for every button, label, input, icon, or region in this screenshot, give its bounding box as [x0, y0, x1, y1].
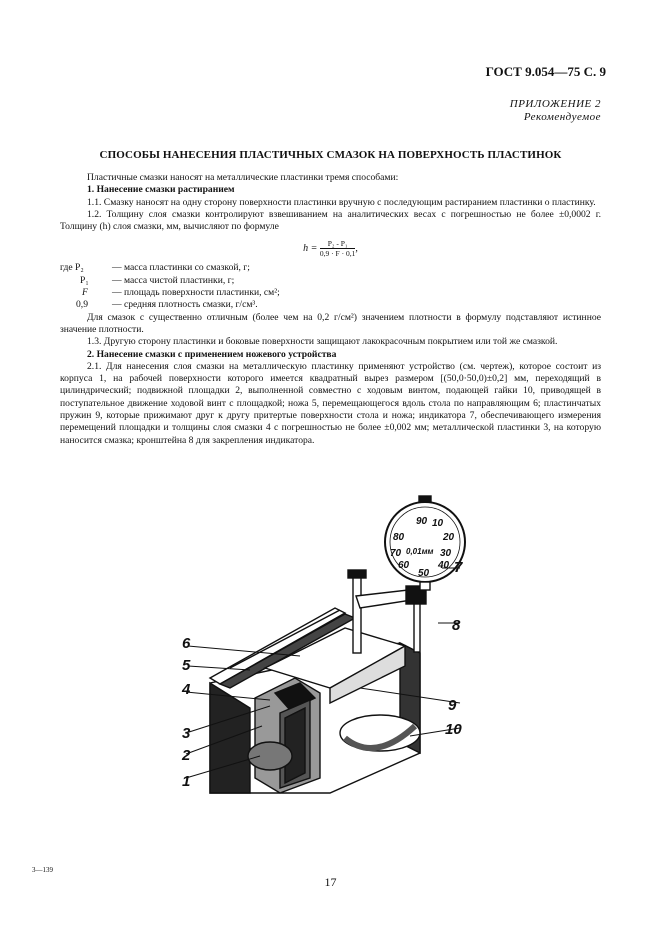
intro-paragraph: Пластичные смазки наносят на металлические пластинки тремя способами:: [87, 172, 399, 183]
print-code: 3—139: [32, 866, 53, 874]
formula-fraction: [320, 239, 355, 258]
definition-text: — масса чистой пластинки, г;: [112, 274, 235, 286]
formula-numerator: P₂ - P₁: [320, 239, 355, 249]
section2-heading: 2. Нанесение смазки с применением ножевого устройства: [87, 348, 337, 360]
dial-number: 90: [416, 516, 428, 527]
dial-number: 70: [390, 548, 402, 559]
section2-p1: 2.1. Для нанесения слоя смазки на металлическую пластинку применяют устройство (см. чертеж), которое состоит из корпуса 1, на рабочей поверхности которого имеется квадратный вырез размером [(50,0·50,0)±0,2] мм, переходящий в цилиндрический; подвижной площадки 2, выполненной совместно с ходовым винтом, подающей гайки 10, приводящей в поступательное движение ходовой винт с площадкой; ножа 5, перемещающегося вдоль стола по направляющим 6; пластинчатых пружин 9, которые прижимают друг к другу притертые поверхности стола и ножа; индикатора 7, обеспечивающего измерения перемещений площадки и толщины слоя смазки 4 с погрешностью не более ±0,002 мм; металлической пластинки 3, на которую наносится смазка; кронштейна 8 для закрепления индикатора.: [60, 360, 601, 446]
appendix-label: ПРИЛОЖЕНИЕ 2: [509, 98, 601, 110]
definition-row: [60, 275, 601, 287]
appendix-note: Рекомендуемое: [523, 111, 601, 123]
definition-row: [60, 299, 601, 311]
formula-denominator: 0,9 · F · 0,1: [319, 249, 356, 259]
dial-number: 60: [398, 560, 410, 571]
definition-symbol: P₁: [80, 274, 89, 286]
document-body: [60, 172, 601, 447]
figure-label-6: 6: [182, 635, 191, 652]
section1-heading: 1. Нанесение смазки растиранием: [87, 184, 235, 196]
figure-label-4: 4: [182, 681, 191, 698]
figure-label-2: 2: [182, 747, 191, 764]
figure-label-9: 9: [448, 697, 457, 714]
definition-symbol: 0,9: [76, 299, 88, 311]
dial-number: 80: [393, 532, 405, 543]
figure-label-3: 3: [182, 725, 191, 742]
definition-symbol: F: [82, 287, 88, 299]
formula-lhs: h =: [303, 243, 318, 255]
page-title: СПОСОБЫ НАНЕСЕНИЯ ПЛАСТИЧНЫХ СМАЗОК НА ПОВЕРХНОСТЬ ПЛАСТИНОК: [99, 149, 562, 161]
figure-label-10: 10: [445, 721, 462, 738]
figure-label-7: 7: [454, 559, 463, 576]
definition-symbol: где P₂: [60, 262, 84, 274]
appendix-block: [510, 98, 601, 124]
figure-label-5: 5: [182, 657, 191, 674]
dial-number: 40: [438, 560, 450, 571]
definition-row: [60, 287, 601, 299]
definition-text: — площадь поверхности пластинки, см²;: [112, 287, 280, 299]
dial-number: 30: [440, 548, 452, 559]
definition-text: — средняя плотность смазки, г/см³.: [112, 299, 258, 311]
definition-text: — масса пластинки со смазкой, г;: [112, 262, 250, 274]
section1-p2: 1.2. Толщину слоя смазки контролируют взвешиванием на аналитических весах с погрешностью не более ±0,0002 г. Толщину (h) слоя смазки, мм, вычисляют по формуле: [60, 208, 601, 233]
dial-number: 0,01мм: [406, 547, 434, 556]
page-header: ГОСТ 9.054—75 С. 9: [485, 64, 606, 79]
knife-device-drawing: [170, 488, 490, 823]
dial-number: 20: [443, 532, 455, 543]
section1-p3: Для смазок с существенно отличным (более чем на 0,2 г/см²) значением плотности в формулу подставляют истинное значение плотности.: [60, 311, 601, 335]
figure-label-1: 1: [182, 773, 191, 790]
figure-label-8: 8: [452, 617, 461, 634]
definition-row: [60, 262, 601, 274]
dial-number: 10: [432, 518, 444, 529]
section1-p1: 1.1. Смазку наносят на одну сторону поверхности пластинки вручную с последующим растиранием пластинки о пластинку.: [87, 196, 596, 208]
page-number: 17: [324, 875, 337, 889]
section1-p4: 1.3. Другую сторону пластинки и боковые поверхности защищают лакокрасочным покрытием или той же смазкой.: [87, 336, 558, 348]
dial-number: 50: [418, 568, 430, 579]
thickness-formula: h = $\frac{\text{P₂ - P₁}}{0,9 \cdot F \cdot 0,1}$ ,: [303, 239, 358, 259]
